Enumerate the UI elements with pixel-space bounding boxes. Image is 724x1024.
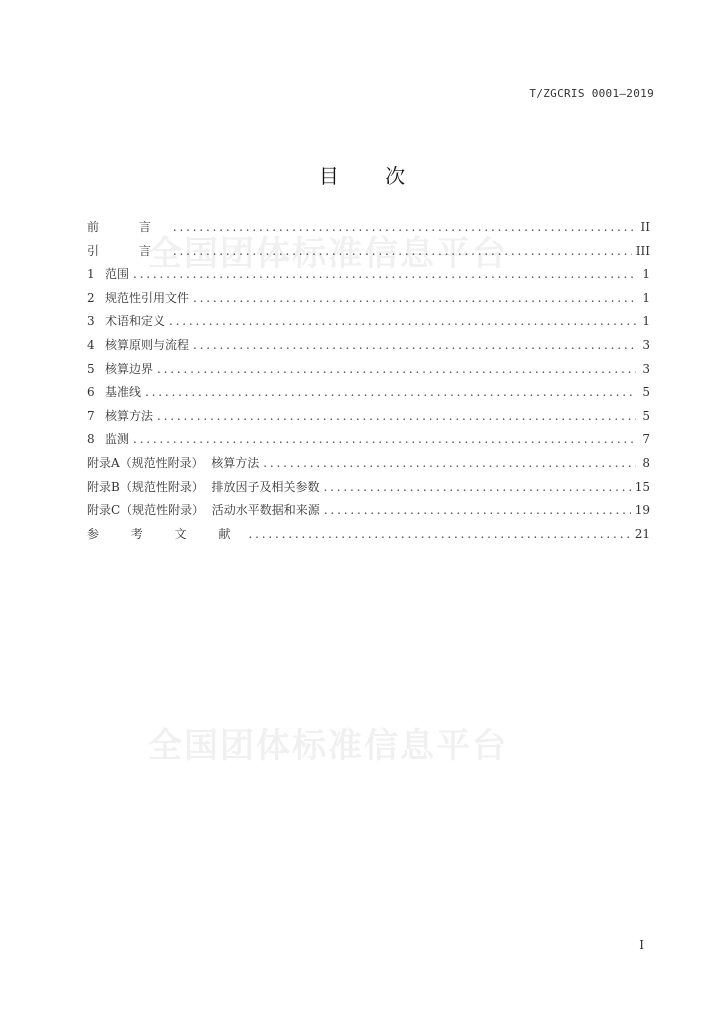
toc-entry-number: 8 — [87, 432, 95, 447]
title-char-1: 目 — [318, 164, 339, 188]
toc-entry-page: 3 — [642, 361, 650, 376]
toc-entry-title: 术语和定义 — [105, 314, 166, 329]
toc-dot-leader — [157, 406, 636, 426]
toc-dot-leader — [193, 288, 636, 308]
toc-dot-leader — [323, 477, 630, 497]
toc-entry-page: 8 — [642, 455, 650, 470]
toc-entry-title: 基准线 — [105, 385, 142, 400]
toc-entry-number: 5 — [87, 361, 95, 376]
page-number: I — [639, 938, 644, 952]
toc-entry-methods[interactable] — [87, 406, 650, 430]
toc-entry-label: 引 言 — [87, 243, 169, 258]
toc-entry-label — [87, 311, 165, 331]
toc-entry-label: 附录B（规范性附录） 排放因子及相关参数 — [87, 479, 320, 494]
toc-entry-normative-references[interactable] — [87, 288, 650, 312]
toc-entry-monitoring[interactable] — [87, 429, 650, 453]
toc-entry-terms[interactable] — [87, 311, 650, 335]
toc-entry-page: III — [635, 243, 650, 258]
toc-entry-label: 附录A（规范性附录） 核算方法 — [87, 455, 260, 470]
table-of-contents — [87, 217, 650, 547]
toc-entry-number: 7 — [87, 408, 95, 423]
toc-dot-leader — [248, 524, 630, 544]
toc-entry-page: 1 — [642, 290, 650, 305]
toc-entry-page: 3 — [642, 337, 650, 352]
toc-entry-label — [87, 335, 189, 355]
toc-entry-page: 5 — [642, 385, 650, 400]
toc-entry-label — [87, 288, 189, 308]
toc-dot-leader — [263, 453, 636, 473]
toc-entry-page: 1 — [642, 267, 650, 282]
toc-entry-annex-a[interactable] — [87, 453, 650, 477]
toc-entry-label — [87, 429, 129, 449]
toc-entry-title: 核算方法 — [105, 408, 154, 423]
toc-entry-page: 19 — [634, 503, 650, 518]
toc-entry-page: 5 — [642, 408, 650, 423]
toc-entry-title: 范围 — [105, 267, 130, 282]
document-code: T/ZGCRIS 0001—2019 — [529, 87, 654, 100]
toc-entry-page: II — [640, 220, 650, 234]
toc-entry-label — [87, 382, 141, 402]
watermark: 全国团体标准信息平台 — [148, 726, 508, 766]
toc-dot-leader — [145, 382, 636, 402]
toc-entry-label — [87, 264, 129, 284]
toc-entry-page: 15 — [634, 479, 650, 494]
toc-entry-label: 附录C（规范性附录） 活动水平数据和来源 — [87, 503, 320, 518]
title-char-2: 次 — [385, 164, 406, 188]
toc-dot-leader — [133, 264, 636, 284]
toc-entry-number: 1 — [87, 267, 95, 282]
toc-entry-introduction[interactable] — [87, 241, 650, 265]
toc-dot-leader — [173, 241, 632, 261]
toc-entry-foreword[interactable] — [87, 217, 650, 241]
toc-entry-label: 参 考 文 献 — [87, 526, 245, 541]
toc-dot-leader — [193, 335, 636, 355]
toc-entry-label: 前 言 — [87, 220, 169, 234]
toc-entry-scope[interactable] — [87, 264, 650, 288]
toc-dot-leader — [169, 311, 636, 331]
toc-entry-baseline[interactable] — [87, 382, 650, 406]
toc-entry-annex-c[interactable] — [87, 500, 650, 524]
toc-entry-number: 2 — [87, 290, 95, 305]
toc-entry-title: 规范性引用文件 — [105, 290, 190, 305]
toc-entry-bibliography[interactable] — [87, 524, 650, 548]
toc-dot-leader — [157, 359, 636, 379]
toc-entry-number: 6 — [87, 385, 95, 400]
toc-entry-label — [87, 359, 153, 379]
toc-entry-title: 核算原则与流程 — [105, 337, 190, 352]
toc-entry-number: 4 — [87, 337, 95, 352]
toc-entry-page: 7 — [642, 432, 650, 447]
toc-entry-page: 21 — [634, 526, 650, 541]
toc-entry-page: 1 — [642, 314, 650, 329]
toc-entry-label — [87, 406, 153, 426]
watermark: 全国团体标准信息平台 — [148, 234, 508, 274]
toc-entry-boundary[interactable] — [87, 359, 650, 383]
toc-entry-number: 3 — [87, 314, 95, 329]
toc-entry-principles[interactable] — [87, 335, 650, 359]
toc-entry-title: 监测 — [105, 432, 130, 447]
toc-entry-annex-b[interactable] — [87, 477, 650, 501]
toc-entry-title: 核算边界 — [105, 361, 154, 376]
toc-dot-leader — [173, 217, 636, 237]
toc-dot-leader — [324, 500, 631, 520]
toc-dot-leader — [133, 429, 636, 449]
page-title — [0, 160, 724, 189]
